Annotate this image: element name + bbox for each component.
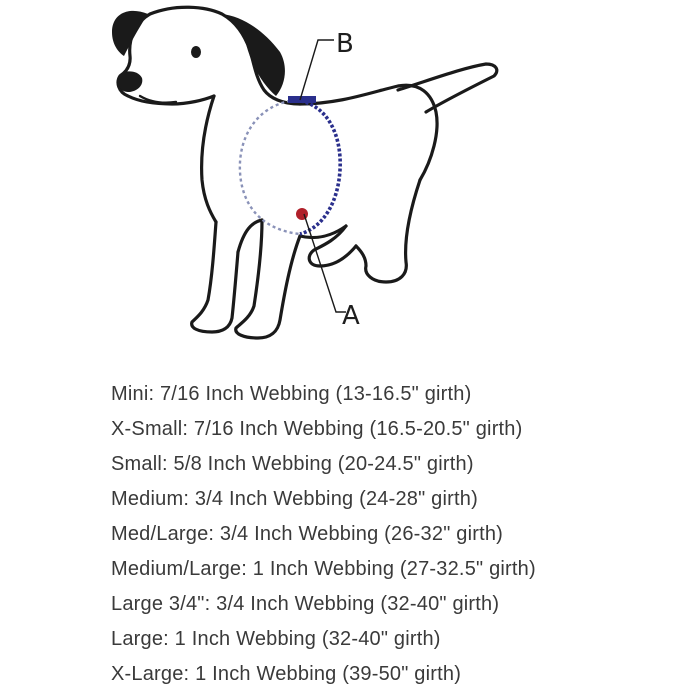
marker-a <box>296 208 308 220</box>
dog-eye <box>191 46 201 58</box>
size-item-large-three-quarter: Large 3/4": 3/4 Inch Webbing (32-40" girth) <box>111 593 500 615</box>
dog-front-leg-left <box>192 222 238 332</box>
size-item-medium-large: Medium/Large: 1 Inch Webbing (27-32.5" girth) <box>111 558 536 580</box>
dog-hind-leg-back <box>356 180 420 282</box>
label-a: A <box>342 301 360 331</box>
size-item-large: Large: 1 Inch Webbing (32-40" girth) <box>111 628 441 650</box>
marker-b <box>288 96 316 103</box>
size-item-x-large: X-Large: 1 Inch Webbing (39-50" girth) <box>111 663 462 685</box>
dog-chest-outline <box>202 96 216 222</box>
size-item-medium: Medium: 3/4 Inch Webbing (24-28" girth) <box>111 488 478 510</box>
size-item-small: Small: 5/8 Inch Webbing (20-24.5" girth) <box>111 453 474 475</box>
dog-nose <box>118 71 142 92</box>
size-item-x-small: X-Small: 7/16 Inch Webbing (16.5-20.5" girth) <box>111 418 523 440</box>
dog-front-leg-right <box>238 220 262 252</box>
girth-loop-back <box>240 100 300 234</box>
dog-girth-diagram <box>100 0 520 345</box>
leader-line-b <box>300 40 334 100</box>
dog-tail-outline <box>398 64 497 112</box>
size-item-mini: Mini: 7/16 Inch Webbing (13-16.5" girth) <box>111 383 472 405</box>
size-chart-list <box>111 377 536 692</box>
size-item-med-large: Med/Large: 3/4 Inch Webbing (26-32" girth) <box>111 523 504 545</box>
label-b: B <box>336 29 354 59</box>
dog-back-outline <box>300 85 437 180</box>
dog-ear-right <box>222 14 285 96</box>
